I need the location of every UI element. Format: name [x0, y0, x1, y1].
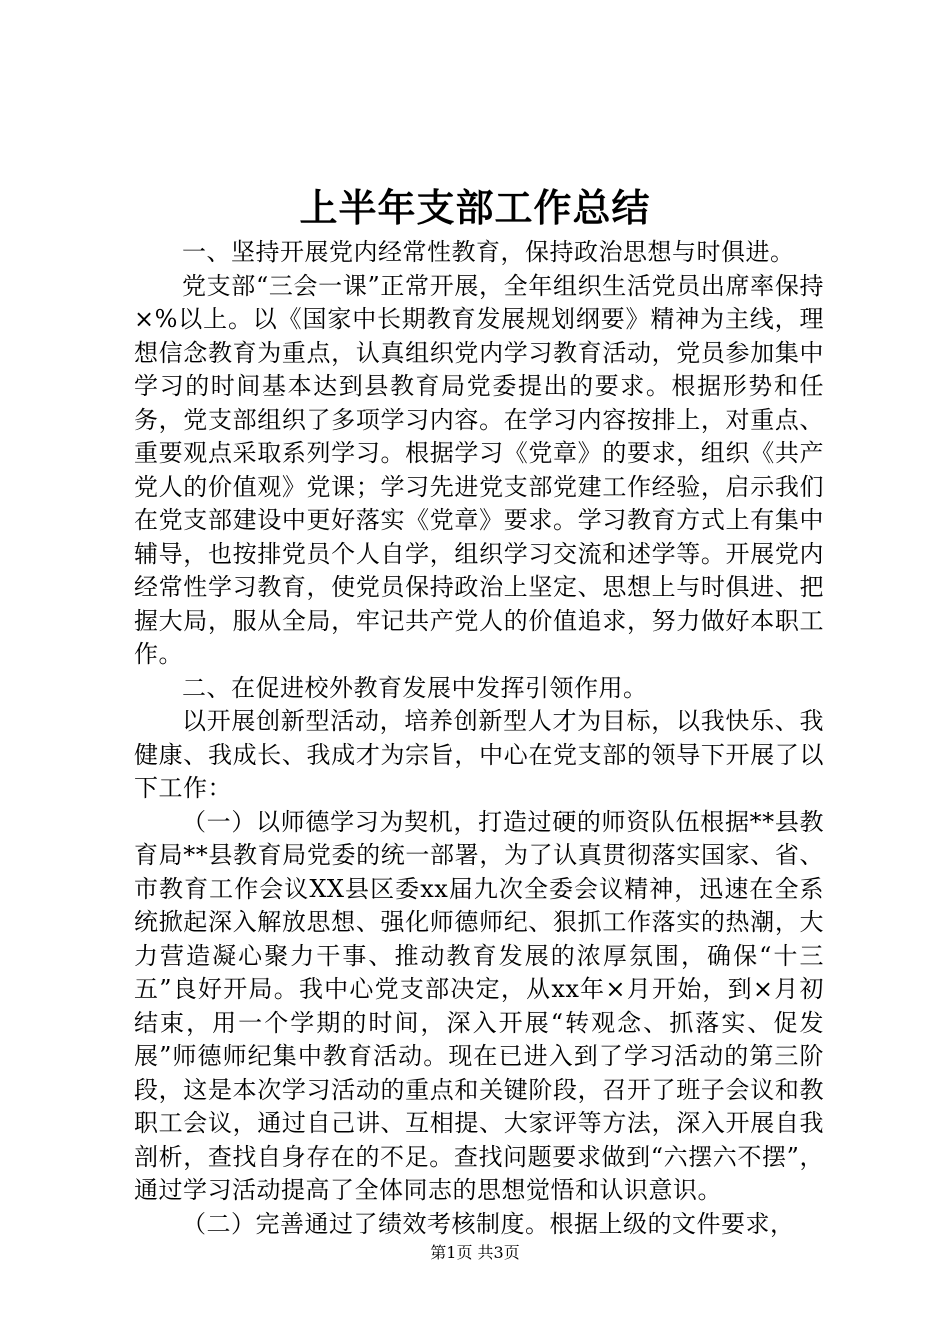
section-heading: 二、在促进校外教育发展中发挥引领作用。 [182, 673, 648, 702]
body-paragraph: （二）完善通过了绩效考核制度。根据上级的文件要求， [182, 1209, 795, 1238]
body-paragraph: 以开展创新型活动，培养创新型人才为目标，以我快乐、我健康、我成长、我成才为宗旨，中心在党支部的领导下开展了以下工作： [134, 707, 824, 802]
document-title: 上半年支部工作总结 [299, 186, 651, 230]
section-heading: 一、坚持开展党内经常性教育，保持政治思想与时俱进。 [182, 238, 795, 266]
page-footer: 第1页 共3页 [430, 1243, 520, 1262]
body-paragraph: （一）以师德学习为契机，打造过硬的师资队伍根据**县教育局**县教育局党委的统一部署，为了认真贯彻落实国家、省、市教育工作会议XX县区委xx届九次全委会议精神，迅速在全系统掀起深入解放思想、强化师德师纪、狠抓工作落实的热潮，大力营造凝心聚力干事、推动教育发展的浓厚氛围，确保“十三五”良好开局。我中心党支部决定，从xx年×月开始，到×月初结束，用一个学期的时间，深入开展“转观念、抓落实、促发展”师德师纪集中教育活动。现在已进入到了学习活动的第三阶段，这是本次学习活动的重点和关键阶段，召开了班子会议和教职工会议，通过自己讲、互相提、大家评等方法，深入开展自我剖析，查找自身存在的不足。查找问题要求做到“六摆六不摆”，通过学习活动提高了全体同志的思想觉悟和认识意识。 [134, 807, 824, 1204]
body-paragraph: 党支部“三会一课”正常开展，全年组织生活党员出席率保持×%以上。以《国家中长期教育发展规划纲要》精神为主线，理想信念教育为重点，认真组织党内学习教育活动，党员参加集中学习的时间基本达到县教育局党委提出的要求。根据形势和任务，党支部组织了多项学习内容。在学习内容按排上，对重点、重要观点采取系列学习。根据学习《党章》的要求，组织《共产党人的价值观》党课；学习先进党支部党建工作经验，启示我们在党支部建设中更好落实《党章》要求。学习教育方式上有集中辅导，也按排党员个人自学，组织学习交流和述学等。开展党内经常性学习教育，使党员保持政治上坚定、思想上与时俱进、把握大局，服从全局，牢记共产党人的价值追求，努力做好本职工作。 [134, 271, 824, 668]
document-body [134, 236, 824, 1241]
